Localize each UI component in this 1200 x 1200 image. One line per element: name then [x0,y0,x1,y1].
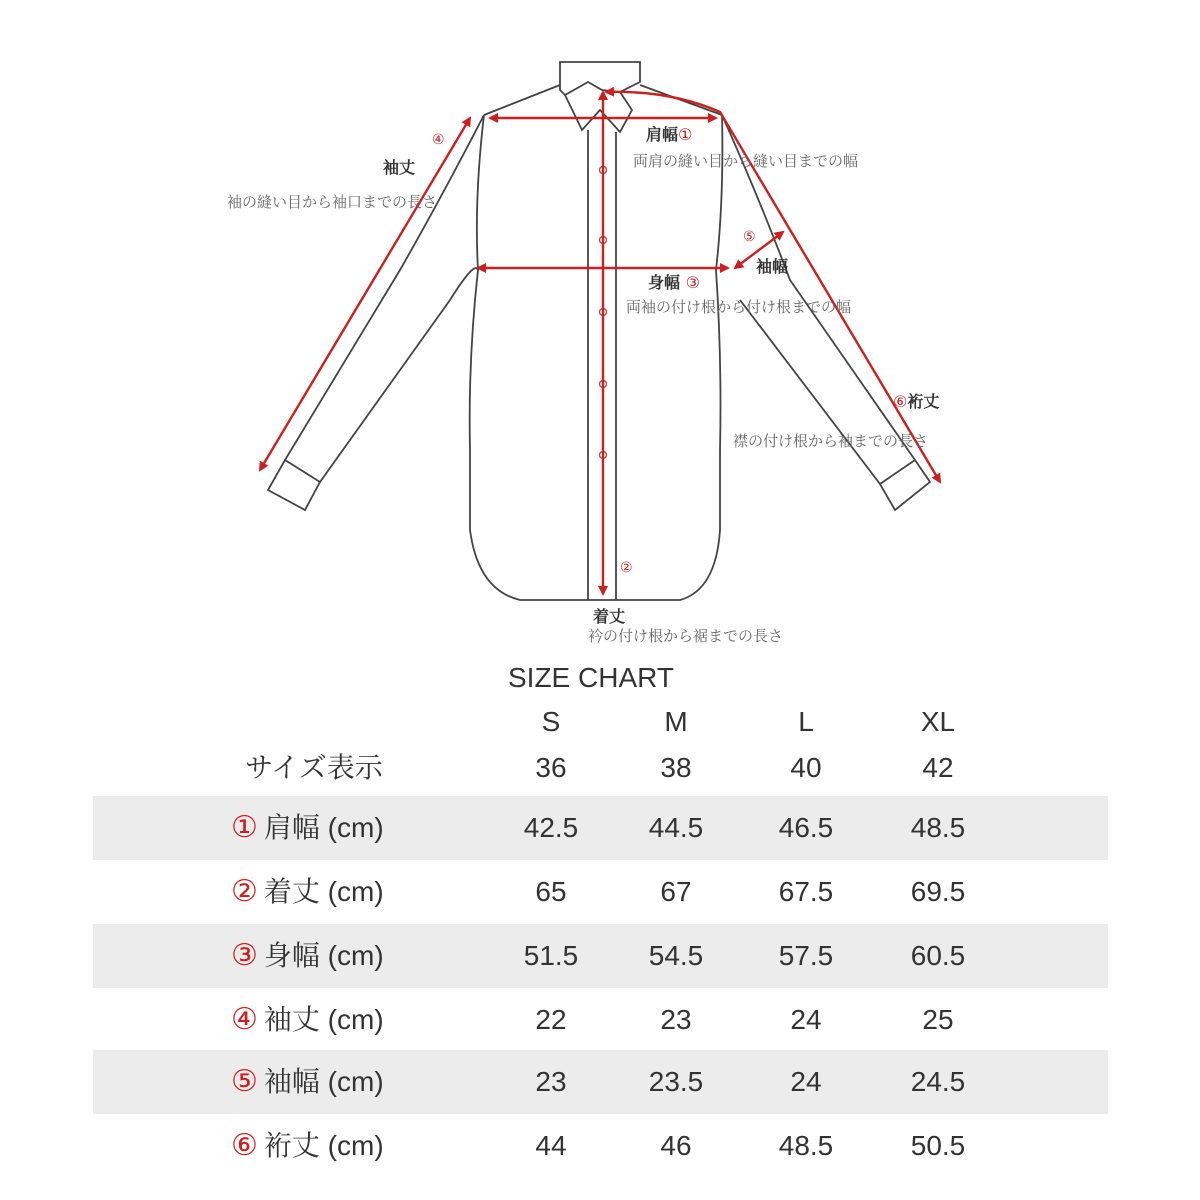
row-label: ⑤ 袖幅 (cm) [231,1065,384,1098]
table-cell: 24 [790,1004,822,1035]
table-cell: 42 [922,752,954,783]
table-cell: 44.5 [648,812,704,843]
table-cell: 42.5 [523,812,579,843]
table-cell: 67.5 [778,876,834,907]
size-display-row [93,738,1108,798]
label-sleeve-width-num: ⑤ [743,229,756,245]
table-cell: 24.5 [910,1066,966,1097]
table-row [93,924,1108,988]
table-cell: 50.5 [910,1130,966,1161]
table-cell: 23 [535,1066,567,1097]
table-cell: 57.5 [778,940,834,971]
label-yuki-desc: 襟の付け根から袖までの長さ [733,432,929,450]
table-row [93,860,1108,924]
table-cell: 46.5 [778,812,834,843]
table-cell: 67 [660,876,692,907]
table-cell: 24 [790,1066,822,1097]
row-label: ④ 袖丈 (cm) [231,1003,384,1036]
label-length-desc: 衿の付け根から裾までの長さ [588,627,784,645]
table-cell: 48.5 [778,1130,834,1161]
size-s: S [541,706,561,737]
table-cell: 38 [660,752,692,783]
label-sleeve-title: 袖丈 [383,158,416,177]
table-cell: 69.5 [910,876,966,907]
table-cell: 54.5 [648,940,704,971]
size-m: M [664,706,688,737]
label-body-title: 身幅 ③ [648,273,700,292]
table-cell: 48.5 [910,812,966,843]
row-label: ⑥ 裄丈 (cm) [231,1129,384,1162]
label-shoulder-desc: 両肩の縫い目から縫い目までの幅 [633,152,859,170]
table-cell: 23.5 [648,1066,704,1097]
table-cell: 40 [790,752,822,783]
table-cell: 22 [535,1004,567,1035]
arrow-sleeve [260,118,470,470]
table-cell: 23 [660,1004,692,1035]
row-label: ① 肩幅 (cm) [231,811,384,844]
table-cell: 60.5 [910,940,966,971]
label-length-num: ② [620,560,633,576]
table-row [93,1114,1108,1178]
table-cell: 44 [535,1130,567,1161]
label-sleeve-num: ④ [432,132,445,148]
table-cell: 65 [535,876,567,907]
label-sleeve-desc: 袖の縫い目から袖口までの長さ [227,193,438,211]
table-cell: 51.5 [523,940,579,971]
table-row [93,796,1108,860]
label-sleeve-width-title: 袖幅 [756,257,789,276]
label-length-title: 着丈 [593,607,626,626]
size-xl: XL [920,706,956,737]
label-body-desc: 両袖の付け根から付け根までの幅 [626,298,852,316]
row-label: ③ 身幅 (cm) [231,939,384,972]
table-cell: 46 [660,1130,692,1161]
table-cell: 25 [922,1004,954,1035]
size-l: L [798,706,814,737]
row-label: ② 着丈 (cm) [231,875,384,908]
table-row [93,1050,1108,1114]
size-chart-title: SIZE CHART [508,662,674,693]
table-row [93,988,1108,1052]
shirt-outline [268,62,930,600]
table-cell: 36 [535,752,567,783]
label-shoulder-title: 肩幅① [646,125,693,144]
label-yuki-title: ⑥裄丈 [893,392,940,411]
size-display-label: サイズ表示 [245,752,383,783]
